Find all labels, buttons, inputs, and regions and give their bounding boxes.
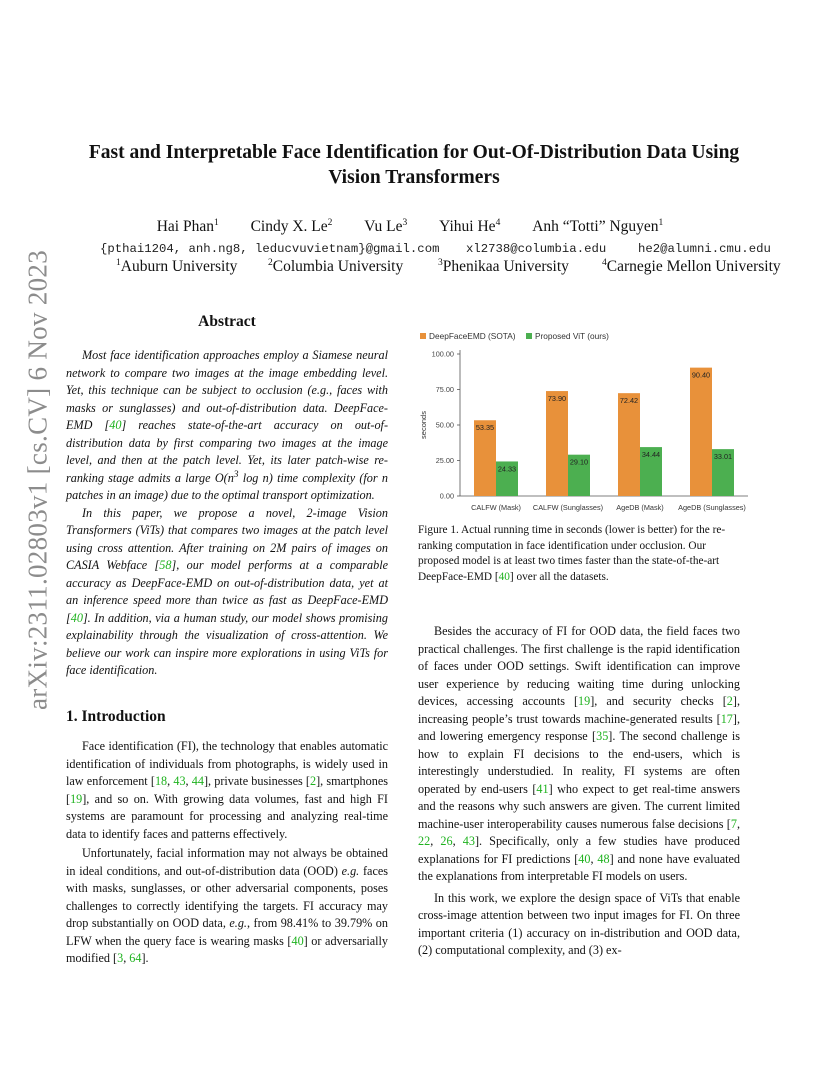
introduction-body xyxy=(66,738,388,970)
abstract-body xyxy=(66,347,388,680)
citation-link[interactable]: 19 xyxy=(70,791,83,806)
y-tick-label: 50.00 xyxy=(435,420,454,430)
body-paragraph: Besides the accuracy of FI for OOD data, the field faces two practical challenges. The first challenge is the rapid identification of faces under OOD settings. Swift identification can improve user experience by reducing waiting time during unlocking devices, accessing accounts [19], and security checks [2], increasing people’s trust towards machine-generated results [17], and lowering emergency response [35]. The second challenge is how to explain FI decisions to the end-users, which is interestingly understudied. In reality, FI systems are often operated by end-users [41] who expect to get real-time answers and the reasons why such answers are given. The current limited machine-user interoperability causes numerous false decisions [7, 22, 26, 43]. Specifically, only a few studies have produced explanations for FI predictions [40, 48] and none have evaluated the explanations from interpretable FI models on users. xyxy=(418,624,741,883)
figure-caption: Figure 1. Actual running time in seconds (lower is better) for the re-ranking computation in face identification under occlusion. Our proposed model is at least two times faster than the state-of-the-art DeepFace-EMD [40] over all the datasets. xyxy=(418,524,726,583)
affiliation: $^2$ Columbia University xyxy=(268,257,404,275)
affiliation: $^1$ Auburn University xyxy=(116,257,238,275)
citation-link[interactable]: 18 xyxy=(154,774,168,788)
citation-link[interactable]: 48 xyxy=(597,851,610,866)
data-label: 53.35 xyxy=(475,423,495,433)
legend-swatch xyxy=(420,333,426,339)
citation-link[interactable]: 64 xyxy=(129,951,142,965)
intro-paragraph: Face identification (FI), the technology that enables automatic identification of individuals from photographs, is widely used in law enforcement [18, 43, 44], private businesses [2], smartphones [19], and so on. With growing data volumes, fast and high FI systems are paramount for processing and analyzing real-time data to identify faces and patterns effectively. xyxy=(66,739,388,841)
paper-title xyxy=(60,140,768,190)
chart-legend xyxy=(420,331,609,341)
citation-link[interactable]: 2 xyxy=(310,774,317,788)
citation-link[interactable]: 40 xyxy=(498,570,510,583)
citation-link[interactable]: 58 xyxy=(159,558,172,572)
data-label: 24.33 xyxy=(497,464,517,474)
arxiv-stamp: arXiv:2311.02803v1 [cs.CV] 6 Nov 2023 xyxy=(22,249,53,711)
author: Anh “Totti” Nguyen$^1$ xyxy=(532,217,664,235)
author: Yihui He$^4$ xyxy=(439,217,501,235)
author: Cindy X. Le$^2$ xyxy=(250,217,333,235)
data-label: 90.40 xyxy=(691,370,711,380)
legend-swatch xyxy=(526,333,532,339)
y-tick-label: 100.00 xyxy=(431,349,454,359)
section-heading: 1. Introduction xyxy=(66,708,166,725)
email: he2@alumni.cmu.edu xyxy=(638,242,771,256)
author-list xyxy=(100,218,720,236)
y-axis-label: seconds xyxy=(419,411,428,439)
email: xl2738@columbia.edu xyxy=(466,242,607,256)
author: Vu Le$^3$ xyxy=(364,217,408,235)
citation-link[interactable]: 17 xyxy=(720,711,733,726)
data-label: 34.44 xyxy=(641,450,661,460)
y-tick-label: 0.00 xyxy=(439,491,454,501)
x-tick-label: CALFW (Mask) xyxy=(471,503,521,512)
citation-link[interactable]: 40 xyxy=(109,418,122,432)
title-line-2: Vision Transformers xyxy=(328,167,500,188)
x-tick-label: AgeDB (Mask) xyxy=(616,503,664,512)
citation-link[interactable]: 40 xyxy=(291,933,304,948)
legend-label: DeepFaceEMD (SOTA) xyxy=(429,331,516,341)
y-tick-label: 25.00 xyxy=(435,456,454,465)
citation-link[interactable]: 7 xyxy=(730,816,737,831)
citation-link[interactable]: 40 xyxy=(70,610,83,625)
data-label: 73.90 xyxy=(547,394,567,404)
citation-link[interactable]: 22 xyxy=(418,834,431,848)
citation-link[interactable]: 41 xyxy=(536,781,549,796)
x-tick-label: CALFW (Sunglasses) xyxy=(532,503,604,512)
data-label: 29.10 xyxy=(569,457,589,467)
citation-link[interactable]: 44 xyxy=(191,774,204,788)
abstract-heading: Abstract xyxy=(198,313,256,330)
x-tick-label: AgeDB (Sunglasses) xyxy=(678,503,746,512)
right-column-body xyxy=(418,623,740,964)
email: {pthai1204, anh.ng8, leducvuvietnam}@gmail.com xyxy=(100,242,440,256)
citation-link[interactable]: 3 xyxy=(117,951,124,965)
bar xyxy=(618,393,640,496)
data-label: 33.01 xyxy=(713,452,733,462)
citation-link[interactable]: 43 xyxy=(173,774,186,788)
y-tick-label: 75.00 xyxy=(435,385,454,394)
legend-label: Proposed ViT (ours) xyxy=(535,331,609,341)
abstract-paragraph: In this paper, we propose a novel, 2-image Vision Transformers (ViTs) that compares two images at the patch level using cross attention. After training on 2M pairs of images on CASIA Webface [58], our model performs at a comparable accuracy as DeepFace-EMD on out-of-distribution data, yet at an inference speed more than twice as fast as DeepFace-EMD [40]. In addition, via a human study, our model shows promising explainability through the visualization of cross-attention. We believe our work can inspire more explorations in using ViTs for face identification. xyxy=(66,505,389,677)
affiliation: $^4$ Carnegie Mellon University xyxy=(602,257,781,275)
bar xyxy=(546,391,568,496)
chart-bars xyxy=(474,368,734,496)
author: Hai Phan$^1$ xyxy=(156,217,219,235)
title-line-1: Fast and Interpretable Face Identification for Out-Of-Distribution Data Using xyxy=(88,142,740,163)
citation-link[interactable]: 2 xyxy=(726,694,733,708)
bar xyxy=(690,368,712,496)
affiliation: $^3$ Phenikaa University xyxy=(438,257,569,275)
data-label: 72.42 xyxy=(619,396,639,406)
citation-link[interactable]: 19 xyxy=(578,694,591,708)
body-paragraph: In this work, we explore the design space of ViTs that enable cross-image attention between two input images for FI. On three important criteria (1) accuracy on in-distribution and OOD data, (2) computational complexity, and (3) ex- xyxy=(418,890,740,957)
running-time-chart xyxy=(418,326,748,516)
intro-paragraph: Unfortunately, facial information may not always be obtained in ideal conditions, and out-of-distribution data (OOD) e.g. faces with masks, sunglasses, or other adversarial components, poses challenges to correctly identifying the targets. FI accuracy may drop substantially on OOD data, e.g., from 98.41% to 39.79% on LFW when the query face is wearing masks [40] or adversarially modified [3, 64]. xyxy=(66,846,389,965)
citation-link[interactable]: 26 xyxy=(440,834,453,848)
abstract-paragraph: Most face identification approaches employ a Siamese neural network to compare two images at the image embedding level. Yet, this technique can be subject to occlusion (e.g., faces with masks or sunglasses) and out-of-distribution data. DeepFace-EMD [40] reaches state-of-the-art accuracy on out-of-distribution data by first comparing two images at the image level, and then at the patch level. Yet, its later patch-wise re-ranking stage admits a large $O(n^3$ log n) time complexity (for n patches in an image) due to the optimal transport optimization. xyxy=(66,348,389,502)
citation-link[interactable]: 35 xyxy=(596,729,609,743)
citation-link[interactable]: 43 xyxy=(462,834,475,848)
bar-chart xyxy=(418,326,748,516)
citation-link[interactable]: 40 xyxy=(578,851,591,866)
